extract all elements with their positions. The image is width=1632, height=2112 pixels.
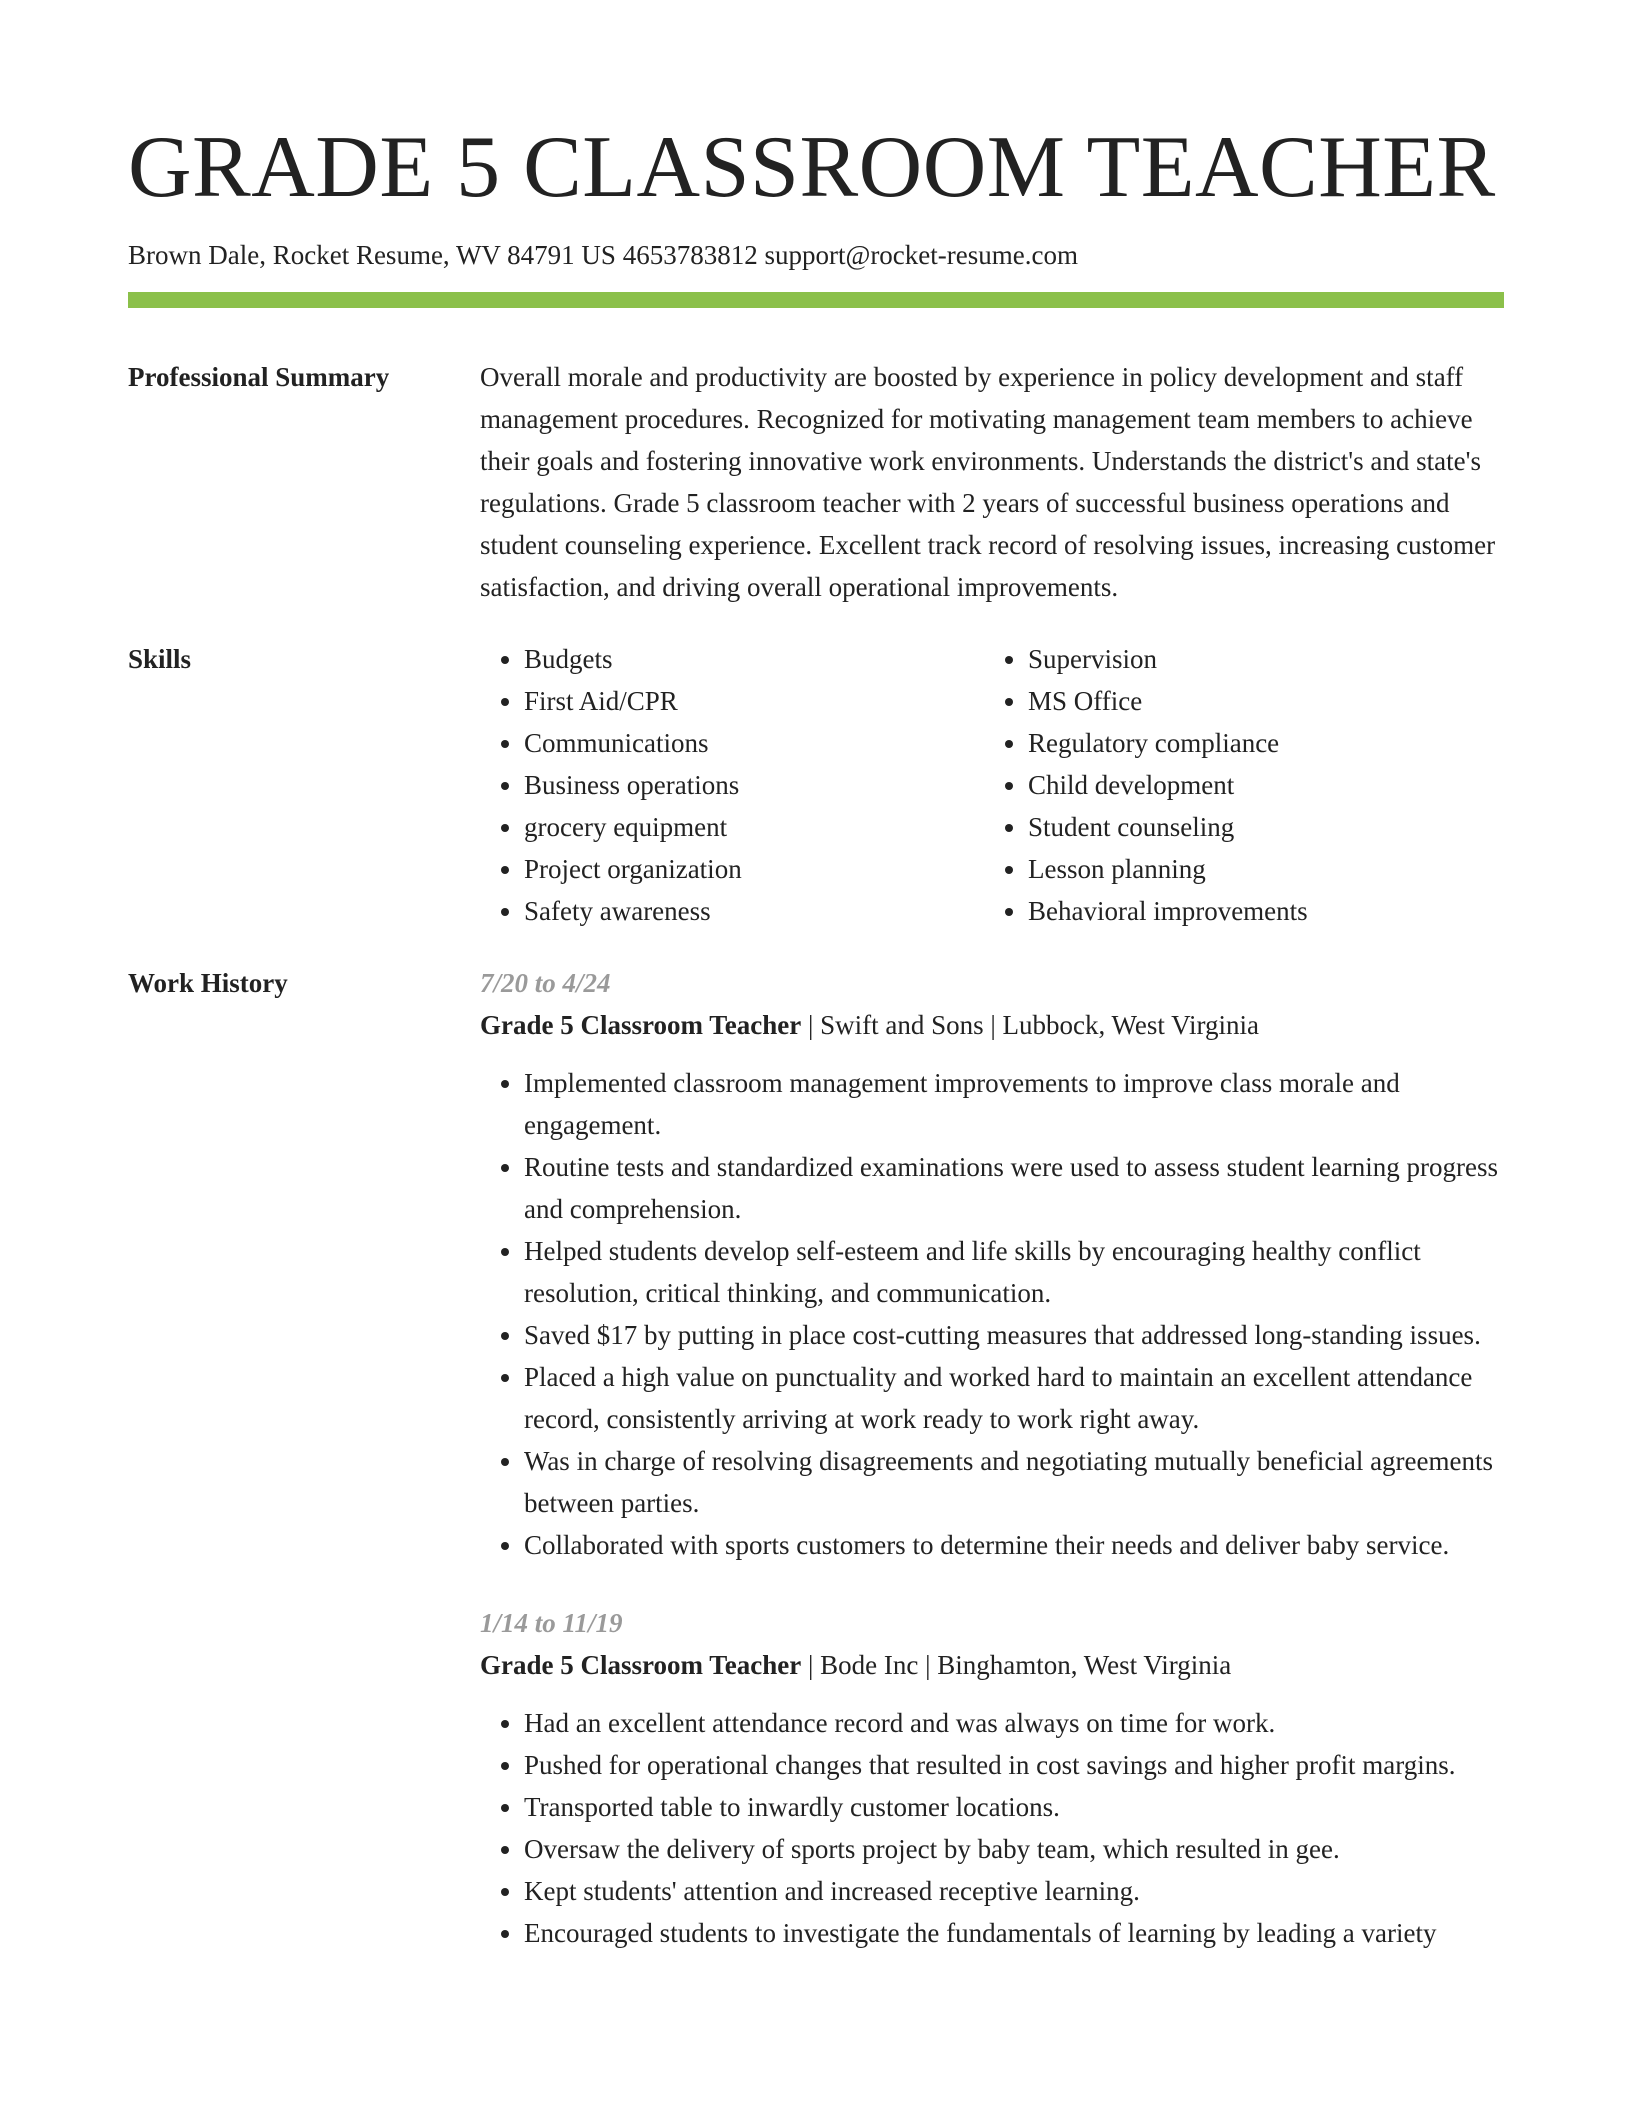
work-history-body: [480, 962, 1504, 1990]
skill-item: • First Aid/CPR: [524, 680, 984, 722]
skills-body: [480, 638, 1504, 932]
job-bullet: • Helped students develop self-esteem and life skills by encouraging healthy conflict resolution, critical thinking, and communication.: [524, 1230, 1504, 1314]
work-history-section: [128, 962, 1504, 1990]
summary-body: [480, 356, 1504, 608]
page-title: GRADE 5 CLASSROOM TEACHER: [128, 119, 1496, 216]
job-dates: 1/14 to 11/19: [480, 1608, 623, 1638]
job-bullet: • Was in charge of resolving disagreements and negotiating mutually beneficial agreements between parties.: [524, 1440, 1504, 1524]
resume-page: [128, 0, 1504, 1990]
skill-item: • Project organization: [524, 848, 984, 890]
skill-item: • Supervision: [1028, 638, 1488, 680]
job-entry: [480, 962, 1504, 1566]
skill-item: • grocery equipment: [524, 806, 984, 848]
job-bullet: • Transported table to inwardly customer locations.: [524, 1786, 1504, 1828]
job-entry: [480, 1602, 1504, 1954]
skills-columns: [480, 638, 1504, 932]
contact-line: Brown Dale, Rocket Resume, WV 84791 US 4653783812 support@rocket-resume.com: [128, 240, 1078, 270]
job-details: | Bode Inc | Binghamton, West Virginia: [801, 1650, 1232, 1680]
job-bullet: • Implemented classroom management improvements to improve class morale and engagement.: [524, 1062, 1504, 1146]
job-bullet: • Oversaw the delivery of sports project by baby team, which resulted in gee.: [524, 1828, 1504, 1870]
job-details: | Swift and Sons | Lubbock, West Virginia: [801, 1010, 1259, 1040]
skill-item: • Communications: [524, 722, 984, 764]
skills-label: Skills: [128, 644, 192, 674]
job-bullet: • Saved $17 by putting in place cost-cutting measures that addressed long-standing issues.: [524, 1314, 1504, 1356]
work-history-label: Work History: [128, 968, 288, 998]
job-bullet: • Encouraged students to investigate the fundamentals of learning by leading a variety: [524, 1912, 1504, 1954]
skills-section: [128, 638, 1504, 932]
skill-item: • Student counseling: [1028, 806, 1488, 848]
job-bullet: • Had an excellent attendance record and was always on time for work.: [524, 1702, 1504, 1744]
job-bullet: • Kept students' attention and increased receptive learning.: [524, 1870, 1504, 1912]
header-divider: [128, 292, 1504, 308]
job-dates: 7/20 to 4/24: [480, 968, 611, 998]
skill-item: • Business operations: [524, 764, 984, 806]
skills-list-left: [480, 638, 984, 932]
skills-list-right: [984, 638, 1488, 932]
skill-item: • Lesson planning: [1028, 848, 1488, 890]
skill-item: • Behavioral improvements: [1028, 890, 1488, 932]
job-header: [480, 1644, 1504, 1686]
job-title: Grade 5 Classroom Teacher: [480, 1650, 802, 1680]
job-bullets: [480, 1702, 1504, 1954]
summary-section: [128, 356, 1504, 608]
job-header: [480, 1004, 1504, 1046]
summary-text: Overall morale and productivity are boosted by experience in policy development and staff management procedures. Recognized for motivating management team members to achieve their goals and fostering innovative work environments. Understands the district's and state's regulations. Grade 5 classroom teacher with 2 years of successful business operations and student counseling experience. Excellent track record of resolving issues, increasing customer satisfaction, and driving overall operational improvements.: [480, 362, 1496, 602]
skill-item: • Safety awareness: [524, 890, 984, 932]
job-title: Grade 5 Classroom Teacher: [480, 1010, 802, 1040]
skill-item: • Child development: [1028, 764, 1488, 806]
job-bullet: • Collaborated with sports customers to determine their needs and deliver baby service.: [524, 1524, 1504, 1566]
job-bullet: • Placed a high value on punctuality and worked hard to maintain an excellent attendance record, consistently arriving at work ready to work right away.: [524, 1356, 1504, 1440]
job-bullet: • Routine tests and standardized examinations were used to assess student learning progress and comprehension.: [524, 1146, 1504, 1230]
job-bullet: • Pushed for operational changes that resulted in cost savings and higher profit margins.: [524, 1744, 1504, 1786]
skill-item: • MS Office: [1028, 680, 1488, 722]
job-bullets: [480, 1062, 1504, 1566]
skill-item: • Budgets: [524, 638, 984, 680]
summary-label: Professional Summary: [128, 362, 390, 392]
skill-item: • Regulatory compliance: [1028, 722, 1488, 764]
